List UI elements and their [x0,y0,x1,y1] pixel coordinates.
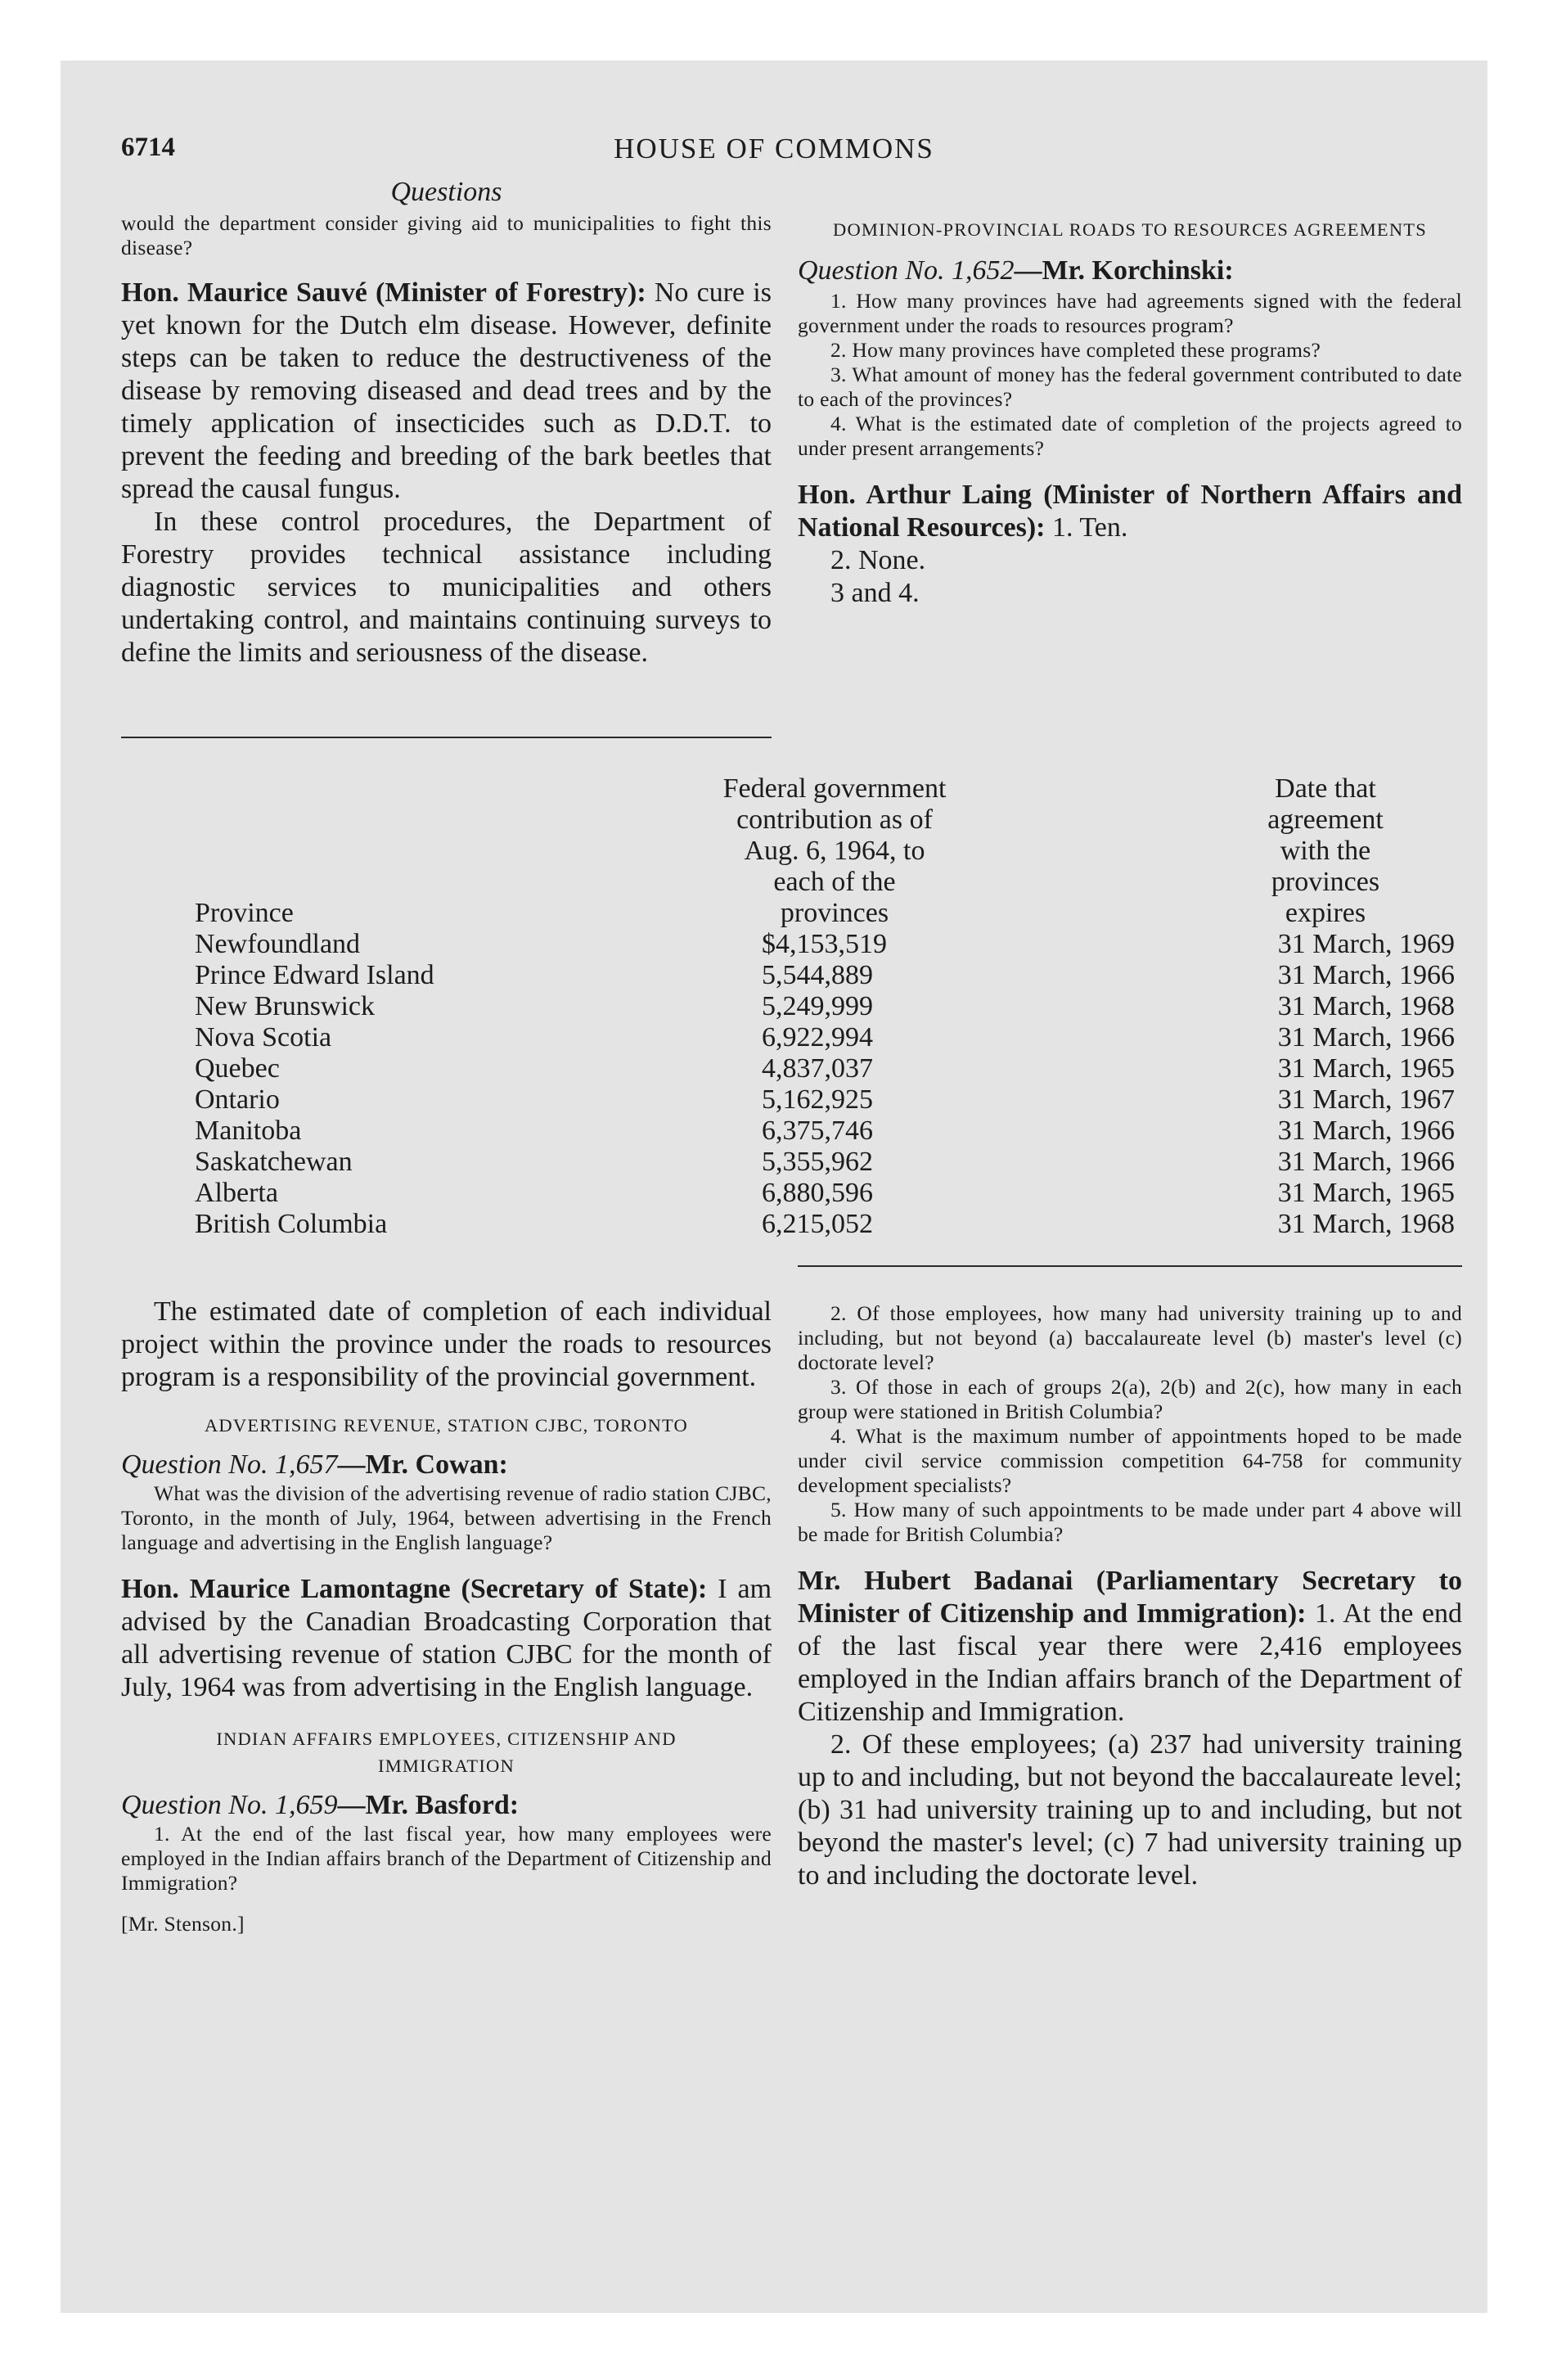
table-row: Nova Scotia 6,922,994 31 March, 1966 [195,1022,1455,1053]
table-row: Ontario 5,162,925 31 March, 1967 [195,1084,1455,1115]
table-row: Quebec 4,837,037 31 March, 1965 [195,1053,1455,1084]
left-top-block [121,211,772,669]
sauve-answer-continued: In these control procedures, the Department of Forestry provides technical assistance including diagnostic services to municipalities and others undertaking control, and maintains continuing surveys to define the limits and seriousness of the disease. [121,507,772,668]
question-item: 5. How many of such appointments to be made under part 4 above will be made for British Columbia? [798,1498,1462,1546]
right-bottom-block [798,1301,1462,1892]
table-row: New Brunswick 5,249,999 31 March, 1968 [195,991,1455,1021]
table-header-contribution: Federal government contribution as of Aug. 6, 1964, to each of the provinces [722,773,947,928]
right-top-block [798,211,1462,610]
question-label: Question No. 1,652—Mr. Korchinski: [798,255,1234,286]
table-row: British Columbia 6,215,052 31 March, 1968 [195,1209,1455,1239]
question-item: 1. How many provinces have had agreements signed with the federal government under the roads to resources program? [798,289,1462,337]
table-row: Newfoundland $4,153,519 31 March, 1969 [195,929,1455,959]
speaker-name: Hon. Maurice Sauvé (Minister of Forestry): [121,277,646,308]
table-row: Saskatchewan 5,355,962 31 March, 1966 [195,1147,1455,1177]
sauve-answer [121,277,772,506]
badanai-answer-continued: 2. Of these employees; (a) 237 had university training up to and including, but not beyond the baccalaureate level; (b) 31 had university training up to and including, but not beyond the master's level; (c) 7 had university training up to and including the doctorate level. [798,1729,1462,1891]
section-heading: DOMINION-PROVINCIAL ROADS TO RESOURCES AGREEMENTS [833,219,1427,240]
answer-text: No cure is yet known for the Dutch elm disease. However, definite steps can be taken to reduce the destructiveness of the disease by removing diseased and dead trees and by the timely application of insecticides such as D.D.T. to prevent the feeding and breeding of the bark beetles that spread the causal fungus. [121,277,772,504]
section-heading: ADVERTISING REVENUE, STATION CJBC, TORONTO [204,1415,688,1436]
table-top-rule [121,737,772,738]
table-row: Prince Edward Island 5,544,889 31 March, 1966 [195,960,1455,990]
page-footnote: [Mr. Stenson.] [121,1912,245,1936]
question-item: 2. Of those employees, how many had university training up to and including, but not beyond (a) baccalaureate level (b) master's level (c) doctorate level? [798,1301,1462,1374]
question-label: Question No. 1,657—Mr. Cowan: [121,1449,508,1480]
laing-answer: Hon. Arthur Laing (Minister of Northern Affairs and National Resources): 1. Ten. [798,480,1462,543]
left-bottom-block [121,1296,772,1936]
table-bottom-rule [798,1265,1462,1267]
question-item: 3. What amount of money has the federal government contributed to date to each of the provinces? [798,363,1462,411]
question-text: What was the division of the advertising revenue of radio station CJBC, Toronto, in the month of July, 1964, between advertising in the French language and advertising in the English language? [121,1481,772,1554]
completion-note: The estimated date of completion of each individual project within the province under the roads to resources program is a responsibility of the provincial government. [121,1296,772,1392]
question-item: 2. How many provinces have completed these programs? [830,338,1321,362]
answer-line: 2. None. [830,545,926,575]
question-item: 4. What is the estimated date of completion of the projects agreed to under present arrangements? [798,412,1462,460]
section-subtitle: Questions [390,177,502,207]
question-tail: would the department consider giving aid to municipalities to fight this disease? [121,211,772,259]
lamontagne-answer: Hon. Maurice Lamontagne (Secretary of State): I am advised by the Canadian Broadcasting Corporation that all advertising revenue of station CJBC for the month of July, 1964 was from advertising in the English language. [121,1574,772,1702]
table-header-province: Province [195,898,294,928]
table-row: Alberta 6,880,596 31 March, 1965 [195,1178,1455,1208]
badanai-answer: Mr. Hubert Badanai (Parliamentary Secretary to Minister of Citizenship and Immigration): 1. At the end of the last fiscal year there were 2,416 employees employed in the Indian affairs branch of the Department of Citizenship and Immigration. [798,1566,1462,1727]
question-label: Question No. 1,659—Mr. Basford: [121,1790,520,1820]
page-number: 6714 [121,133,175,162]
section-heading: INDIAN AFFAIRS EMPLOYEES, CITIZENSHIP AND IMMIGRATION [216,1729,677,1776]
question-items [798,289,1462,461]
question-item: 4. What is the maximum number of appointments hoped to be made under civil service commission competition 64-758 for community development specialists? [798,1424,1462,1497]
table-header-expiry: Date that agreement with the provinces expires [1267,773,1384,928]
answer-line: 3 and 4. [830,578,920,608]
table-row: Manitoba 6,375,746 31 March, 1966 [195,1116,1455,1146]
question-item: 3. Of those in each of groups 2(a), 2(b) and 2(c), how many in each group were stationed in British Columbia? [798,1375,1462,1423]
question-item: 1. At the end of the last fiscal year, how many employees were employed in the Indian affairs branch of the Department of Citizenship and Immigration? [121,1822,772,1895]
page-title: HOUSE OF COMMONS [614,133,934,165]
